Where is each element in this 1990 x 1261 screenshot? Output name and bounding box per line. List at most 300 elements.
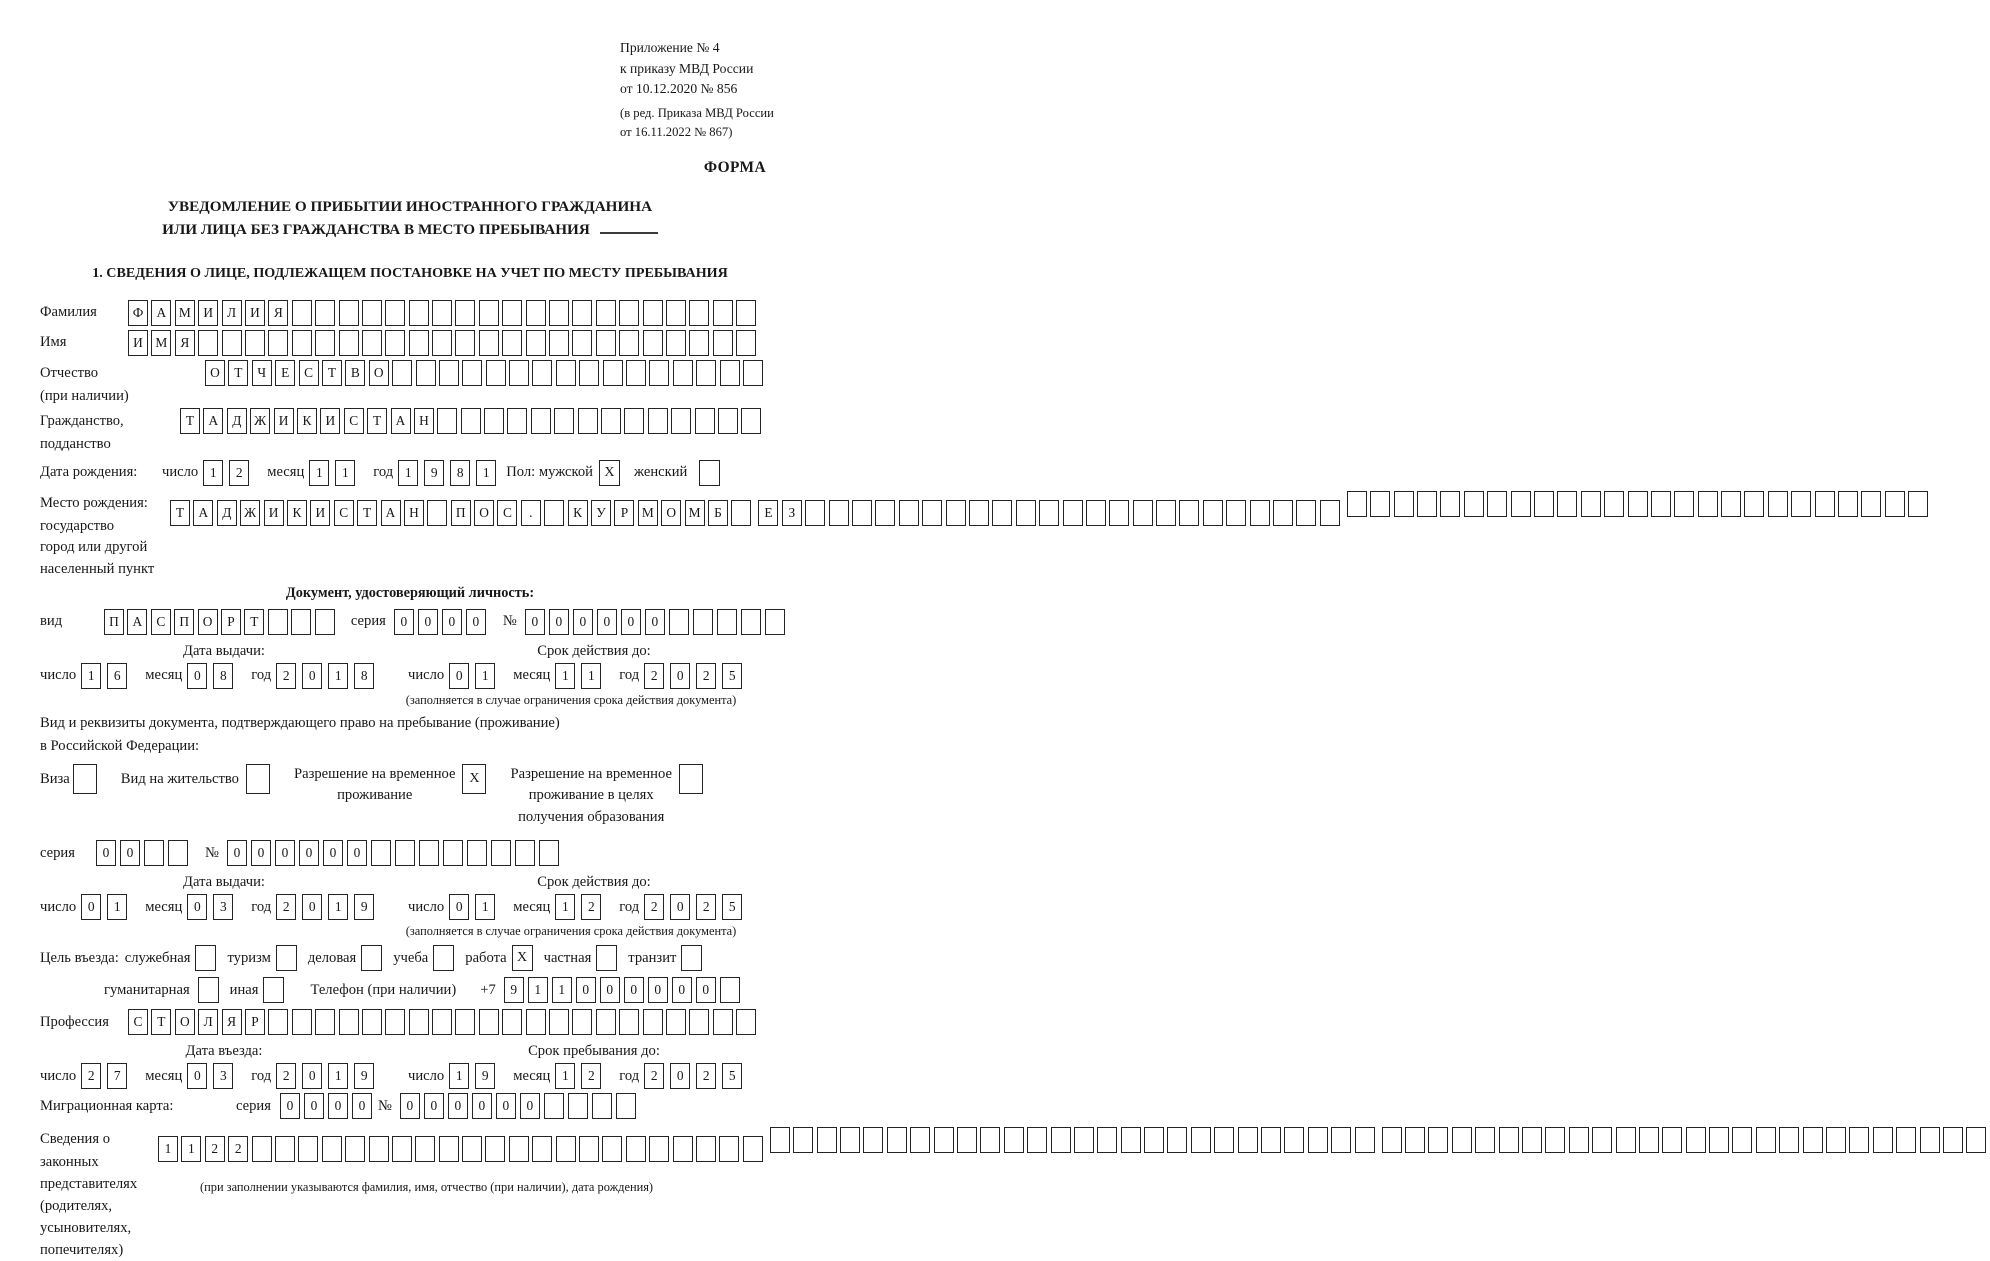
form-cell[interactable] — [805, 500, 825, 526]
form-cell[interactable]: Я — [175, 330, 195, 356]
form-cell[interactable]: 0 — [449, 894, 469, 920]
checkbox-purpose-official[interactable] — [195, 945, 216, 971]
form-cell[interactable]: 0 — [187, 894, 207, 920]
form-cell[interactable]: А — [151, 300, 171, 326]
form-cell[interactable] — [502, 300, 522, 326]
form-cell[interactable] — [736, 330, 756, 356]
form-cell[interactable] — [556, 360, 576, 386]
form-cell[interactable] — [1756, 1127, 1776, 1153]
form-cell[interactable] — [432, 1009, 452, 1035]
form-cell[interactable] — [603, 360, 623, 386]
form-cell[interactable]: 2 — [644, 1063, 664, 1089]
form-cell[interactable]: 0 — [448, 1093, 468, 1119]
form-cell[interactable] — [720, 360, 740, 386]
form-cell[interactable] — [1499, 1127, 1519, 1153]
form-cell[interactable] — [292, 1009, 312, 1035]
form-cell[interactable] — [1779, 1127, 1799, 1153]
form-cell[interactable]: С — [151, 609, 171, 635]
form-cell[interactable]: 1 — [335, 460, 355, 486]
form-cell[interactable] — [1581, 491, 1601, 517]
form-cell[interactable]: С — [497, 500, 517, 526]
form-cell[interactable]: 1 — [81, 663, 101, 689]
form-cell[interactable] — [840, 1127, 860, 1153]
form-cell[interactable]: 1 — [555, 1063, 575, 1089]
form-cell[interactable]: Е — [758, 500, 778, 526]
form-cell[interactable]: 0 — [520, 1093, 540, 1119]
form-cell[interactable]: 0 — [597, 609, 617, 635]
form-cell[interactable] — [1522, 1127, 1542, 1153]
form-cell[interactable]: 1 — [398, 460, 418, 486]
form-cell[interactable] — [946, 500, 966, 526]
form-cell[interactable] — [601, 408, 621, 434]
form-cell[interactable] — [671, 408, 691, 434]
form-cell[interactable] — [649, 1136, 669, 1162]
form-cell[interactable] — [1133, 500, 1153, 526]
form-cell[interactable]: И — [310, 500, 330, 526]
form-cell[interactable] — [741, 408, 761, 434]
form-cell[interactable] — [741, 609, 761, 635]
form-cell[interactable]: 0 — [670, 663, 690, 689]
form-cell[interactable]: 1 — [528, 977, 548, 1003]
form-cell[interactable]: Е — [275, 360, 295, 386]
form-cell[interactable] — [1674, 491, 1694, 517]
form-cell[interactable]: Т — [151, 1009, 171, 1035]
form-cell[interactable] — [1261, 1127, 1281, 1153]
form-cell[interactable] — [579, 360, 599, 386]
form-cell[interactable] — [643, 300, 663, 326]
form-cell[interactable] — [1308, 1127, 1328, 1153]
form-cell[interactable] — [275, 1136, 295, 1162]
form-cell[interactable] — [268, 609, 288, 635]
form-cell[interactable]: С — [299, 360, 319, 386]
form-cell[interactable]: Я — [268, 300, 288, 326]
form-cell[interactable] — [736, 300, 756, 326]
checkbox-purpose-tourism[interactable] — [276, 945, 297, 971]
form-cell[interactable] — [1487, 491, 1507, 517]
form-cell[interactable] — [556, 1136, 576, 1162]
checkbox-male[interactable]: X — [599, 460, 620, 486]
form-cell[interactable]: Л — [222, 300, 242, 326]
form-cell[interactable]: 1 — [552, 977, 572, 1003]
form-cell[interactable] — [392, 360, 412, 386]
form-cell[interactable]: 2 — [696, 663, 716, 689]
form-cell[interactable]: 0 — [696, 977, 716, 1003]
form-cell[interactable] — [168, 840, 188, 866]
form-cell[interactable] — [1511, 491, 1531, 517]
form-cell[interactable] — [713, 330, 733, 356]
form-cell[interactable]: 9 — [354, 1063, 374, 1089]
form-cell[interactable] — [1121, 1127, 1141, 1153]
form-cell[interactable] — [1405, 1127, 1425, 1153]
form-cell[interactable]: М — [175, 300, 195, 326]
form-cell[interactable]: О — [198, 609, 218, 635]
form-cell[interactable] — [596, 1009, 616, 1035]
form-cell[interactable]: 0 — [275, 840, 295, 866]
form-cell[interactable] — [1569, 1127, 1589, 1153]
form-cell[interactable]: 0 — [624, 977, 644, 1003]
form-cell[interactable]: П — [104, 609, 124, 635]
form-cell[interactable]: 2 — [581, 1063, 601, 1089]
form-cell[interactable]: Д — [227, 408, 247, 434]
form-cell[interactable]: М — [151, 330, 171, 356]
form-cell[interactable] — [863, 1127, 883, 1153]
form-cell[interactable] — [793, 1127, 813, 1153]
form-cell[interactable] — [1908, 491, 1928, 517]
form-cell[interactable] — [515, 840, 535, 866]
form-cell[interactable]: К — [287, 500, 307, 526]
form-cell[interactable] — [1179, 500, 1199, 526]
form-cell[interactable] — [1097, 1127, 1117, 1153]
form-cell[interactable]: Т — [180, 408, 200, 434]
form-cell[interactable] — [1051, 1127, 1071, 1153]
form-cell[interactable] — [624, 408, 644, 434]
form-cell[interactable]: О — [661, 500, 681, 526]
checkbox-residence-permit[interactable] — [246, 764, 270, 794]
form-cell[interactable] — [1250, 500, 1270, 526]
form-cell[interactable]: 9 — [354, 894, 374, 920]
checkbox-purpose-private[interactable] — [596, 945, 617, 971]
form-cell[interactable] — [1732, 1127, 1752, 1153]
form-cell[interactable]: 9 — [504, 977, 524, 1003]
form-cell[interactable] — [957, 1127, 977, 1153]
form-cell[interactable] — [339, 1009, 359, 1035]
form-cell[interactable] — [1651, 491, 1671, 517]
form-cell[interactable] — [1744, 491, 1764, 517]
form-cell[interactable] — [268, 1009, 288, 1035]
form-cell[interactable]: Т — [367, 408, 387, 434]
form-cell[interactable] — [693, 609, 713, 635]
form-cell[interactable] — [339, 330, 359, 356]
form-cell[interactable] — [1966, 1127, 1986, 1153]
form-cell[interactable] — [479, 300, 499, 326]
form-cell[interactable] — [1273, 500, 1293, 526]
form-cell[interactable] — [369, 1136, 389, 1162]
form-cell[interactable] — [439, 1136, 459, 1162]
form-cell[interactable] — [689, 300, 709, 326]
form-cell[interactable] — [491, 840, 511, 866]
form-cell[interactable] — [392, 1136, 412, 1162]
form-cell[interactable]: 9 — [424, 460, 444, 486]
form-cell[interactable] — [526, 1009, 546, 1035]
form-cell[interactable] — [568, 1093, 588, 1119]
checkbox-purpose-humanitarian[interactable] — [198, 977, 219, 1003]
form-cell[interactable]: 0 — [424, 1093, 444, 1119]
form-cell[interactable] — [415, 1136, 435, 1162]
form-cell[interactable] — [1768, 491, 1788, 517]
form-cell[interactable] — [626, 360, 646, 386]
form-cell[interactable]: Д — [217, 500, 237, 526]
form-cell[interactable] — [507, 408, 527, 434]
form-cell[interactable]: 1 — [158, 1136, 178, 1162]
form-cell[interactable]: 0 — [645, 609, 665, 635]
form-cell[interactable] — [1347, 491, 1367, 517]
form-cell[interactable] — [875, 500, 895, 526]
form-cell[interactable]: 0 — [81, 894, 101, 920]
form-cell[interactable]: 0 — [323, 840, 343, 866]
form-cell[interactable] — [1191, 1127, 1211, 1153]
form-cell[interactable] — [572, 300, 592, 326]
form-cell[interactable]: Ж — [240, 500, 260, 526]
form-cell[interactable]: 1 — [475, 663, 495, 689]
form-cell[interactable] — [666, 330, 686, 356]
form-cell[interactable] — [1791, 491, 1811, 517]
form-cell[interactable] — [1086, 500, 1106, 526]
form-cell[interactable]: 0 — [496, 1093, 516, 1119]
form-cell[interactable] — [1475, 1127, 1495, 1153]
form-cell[interactable] — [992, 500, 1012, 526]
form-cell[interactable] — [578, 408, 598, 434]
form-cell[interactable]: 5 — [722, 1063, 742, 1089]
form-cell[interactable] — [1167, 1127, 1187, 1153]
form-cell[interactable] — [509, 1136, 529, 1162]
form-cell[interactable]: 1 — [328, 894, 348, 920]
form-cell[interactable]: З — [782, 500, 802, 526]
form-cell[interactable] — [198, 330, 218, 356]
form-cell[interactable] — [462, 1136, 482, 1162]
form-cell[interactable] — [427, 500, 447, 526]
form-cell[interactable] — [1885, 491, 1905, 517]
form-cell[interactable]: 0 — [418, 609, 438, 635]
form-cell[interactable] — [1320, 500, 1340, 526]
form-cell[interactable]: 0 — [549, 609, 569, 635]
form-cell[interactable]: 0 — [96, 840, 116, 866]
form-cell[interactable] — [1027, 1127, 1047, 1153]
form-cell[interactable]: 0 — [621, 609, 641, 635]
form-cell[interactable] — [666, 300, 686, 326]
form-cell[interactable] — [718, 408, 738, 434]
form-cell[interactable]: И — [198, 300, 218, 326]
form-cell[interactable]: К — [297, 408, 317, 434]
form-cell[interactable] — [1464, 491, 1484, 517]
form-cell[interactable] — [666, 1009, 686, 1035]
form-cell[interactable]: Ф — [128, 300, 148, 326]
form-cell[interactable] — [252, 1136, 272, 1162]
form-cell[interactable] — [467, 840, 487, 866]
form-cell[interactable] — [144, 840, 164, 866]
form-cell[interactable]: 0 — [328, 1093, 348, 1119]
form-cell[interactable]: 0 — [352, 1093, 372, 1119]
form-cell[interactable] — [602, 1136, 622, 1162]
form-cell[interactable]: О — [205, 360, 225, 386]
form-cell[interactable] — [649, 360, 669, 386]
form-cell[interactable]: Т — [228, 360, 248, 386]
form-cell[interactable] — [743, 1136, 763, 1162]
form-cell[interactable]: 0 — [576, 977, 596, 1003]
form-cell[interactable] — [532, 360, 552, 386]
form-cell[interactable] — [385, 330, 405, 356]
form-cell[interactable] — [395, 840, 415, 866]
checkbox-visa[interactable] — [73, 764, 97, 794]
form-cell[interactable]: 0 — [251, 840, 271, 866]
form-cell[interactable] — [596, 330, 616, 356]
form-cell[interactable] — [385, 300, 405, 326]
checkbox-temp-residence[interactable]: X — [462, 764, 486, 794]
form-cell[interactable]: 2 — [696, 1063, 716, 1089]
checkbox-purpose-study[interactable] — [433, 945, 454, 971]
form-cell[interactable]: 2 — [276, 663, 296, 689]
form-cell[interactable] — [934, 1127, 954, 1153]
form-cell[interactable] — [544, 1093, 564, 1119]
form-cell[interactable] — [531, 408, 551, 434]
form-cell[interactable] — [362, 1009, 382, 1035]
form-cell[interactable]: 0 — [466, 609, 486, 635]
form-cell[interactable] — [532, 1136, 552, 1162]
form-cell[interactable] — [1370, 491, 1390, 517]
form-cell[interactable] — [432, 330, 452, 356]
form-cell[interactable] — [626, 1136, 646, 1162]
form-cell[interactable]: И — [264, 500, 284, 526]
form-cell[interactable]: Т — [357, 500, 377, 526]
form-cell[interactable] — [509, 360, 529, 386]
form-cell[interactable] — [572, 1009, 592, 1035]
form-cell[interactable] — [1838, 491, 1858, 517]
form-cell[interactable] — [1815, 491, 1835, 517]
form-cell[interactable]: В — [345, 360, 365, 386]
form-cell[interactable]: 1 — [328, 663, 348, 689]
form-cell[interactable]: О — [369, 360, 389, 386]
form-cell[interactable] — [596, 300, 616, 326]
form-cell[interactable]: А — [391, 408, 411, 434]
form-cell[interactable]: 0 — [648, 977, 668, 1003]
form-cell[interactable] — [673, 1136, 693, 1162]
form-cell[interactable]: Н — [404, 500, 424, 526]
form-cell[interactable] — [1721, 491, 1741, 517]
form-cell[interactable]: 3 — [213, 1063, 233, 1089]
form-cell[interactable] — [1628, 491, 1648, 517]
form-cell[interactable]: 0 — [672, 977, 692, 1003]
form-cell[interactable] — [292, 330, 312, 356]
form-cell[interactable] — [1534, 491, 1554, 517]
form-cell[interactable] — [592, 1093, 612, 1119]
form-cell[interactable] — [1873, 1127, 1893, 1153]
form-cell[interactable]: 1 — [309, 460, 329, 486]
form-cell[interactable] — [222, 330, 242, 356]
form-cell[interactable] — [1214, 1127, 1234, 1153]
checkbox-purpose-work[interactable]: X — [512, 945, 533, 971]
form-cell[interactable]: М — [685, 500, 705, 526]
form-cell[interactable] — [549, 300, 569, 326]
form-cell[interactable]: К — [568, 500, 588, 526]
form-cell[interactable] — [322, 1136, 342, 1162]
form-cell[interactable] — [549, 330, 569, 356]
form-cell[interactable] — [345, 1136, 365, 1162]
form-cell[interactable] — [696, 360, 716, 386]
form-cell[interactable] — [462, 360, 482, 386]
form-cell[interactable]: 1 — [555, 894, 575, 920]
form-cell[interactable] — [619, 300, 639, 326]
form-cell[interactable] — [689, 330, 709, 356]
checkbox-purpose-transit[interactable] — [681, 945, 702, 971]
form-cell[interactable]: 1 — [107, 894, 127, 920]
form-cell[interactable]: П — [451, 500, 471, 526]
form-cell[interactable]: 0 — [302, 1063, 322, 1089]
form-cell[interactable] — [1203, 500, 1223, 526]
form-cell[interactable]: 8 — [213, 663, 233, 689]
form-cell[interactable] — [549, 1009, 569, 1035]
form-cell[interactable]: 2 — [205, 1136, 225, 1162]
form-cell[interactable]: С — [128, 1009, 148, 1035]
form-cell[interactable] — [719, 1136, 739, 1162]
form-cell[interactable]: 1 — [475, 894, 495, 920]
form-cell[interactable] — [619, 1009, 639, 1035]
form-cell[interactable] — [485, 1136, 505, 1162]
form-cell[interactable] — [439, 360, 459, 386]
form-cell[interactable]: Я — [222, 1009, 242, 1035]
form-cell[interactable] — [1604, 491, 1624, 517]
form-cell[interactable]: 5 — [722, 894, 742, 920]
form-cell[interactable] — [720, 977, 740, 1003]
form-cell[interactable] — [502, 330, 522, 356]
form-cell[interactable]: 2 — [229, 460, 249, 486]
form-cell[interactable] — [887, 1127, 907, 1153]
form-cell[interactable] — [479, 330, 499, 356]
form-cell[interactable] — [1698, 491, 1718, 517]
form-cell[interactable] — [1920, 1127, 1940, 1153]
form-cell[interactable] — [416, 360, 436, 386]
form-cell[interactable] — [689, 1009, 709, 1035]
form-cell[interactable] — [1662, 1127, 1682, 1153]
form-cell[interactable] — [910, 1127, 930, 1153]
form-cell[interactable] — [1296, 500, 1316, 526]
form-cell[interactable] — [713, 300, 733, 326]
form-cell[interactable]: 9 — [475, 1063, 495, 1089]
form-cell[interactable] — [1849, 1127, 1869, 1153]
form-cell[interactable] — [1861, 491, 1881, 517]
form-cell[interactable] — [717, 609, 737, 635]
form-cell[interactable] — [1004, 1127, 1024, 1153]
form-cell[interactable]: . — [521, 500, 541, 526]
form-cell[interactable]: 1 — [555, 663, 575, 689]
form-cell[interactable] — [1109, 500, 1129, 526]
form-cell[interactable] — [479, 1009, 499, 1035]
form-cell[interactable]: 0 — [449, 663, 469, 689]
form-cell[interactable]: И — [128, 330, 148, 356]
form-cell[interactable] — [1428, 1127, 1448, 1153]
form-cell[interactable]: Т — [170, 500, 190, 526]
form-cell[interactable]: 0 — [120, 840, 140, 866]
form-cell[interactable] — [1452, 1127, 1472, 1153]
form-cell[interactable]: О — [474, 500, 494, 526]
form-cell[interactable]: М — [638, 500, 658, 526]
form-cell[interactable] — [455, 330, 475, 356]
form-cell[interactable] — [1440, 491, 1460, 517]
form-cell[interactable] — [385, 1009, 405, 1035]
form-cell[interactable] — [852, 500, 872, 526]
form-cell[interactable]: 6 — [107, 663, 127, 689]
form-cell[interactable] — [409, 330, 429, 356]
form-cell[interactable] — [673, 360, 693, 386]
form-cell[interactable]: П — [174, 609, 194, 635]
form-cell[interactable]: Ч — [252, 360, 272, 386]
form-cell[interactable]: Л — [198, 1009, 218, 1035]
form-cell[interactable]: Р — [245, 1009, 265, 1035]
form-cell[interactable] — [455, 1009, 475, 1035]
form-cell[interactable] — [409, 1009, 429, 1035]
form-cell[interactable]: 0 — [304, 1093, 324, 1119]
form-cell[interactable]: Т — [322, 360, 342, 386]
form-cell[interactable]: 2 — [644, 894, 664, 920]
form-cell[interactable]: 1 — [476, 460, 496, 486]
form-cell[interactable] — [1144, 1127, 1164, 1153]
form-cell[interactable] — [419, 840, 439, 866]
form-cell[interactable] — [443, 840, 463, 866]
form-cell[interactable] — [1639, 1127, 1659, 1153]
form-cell[interactable] — [669, 609, 689, 635]
checkbox-female[interactable] — [699, 460, 720, 486]
form-cell[interactable]: И — [320, 408, 340, 434]
form-cell[interactable]: 2 — [696, 894, 716, 920]
form-cell[interactable]: С — [334, 500, 354, 526]
